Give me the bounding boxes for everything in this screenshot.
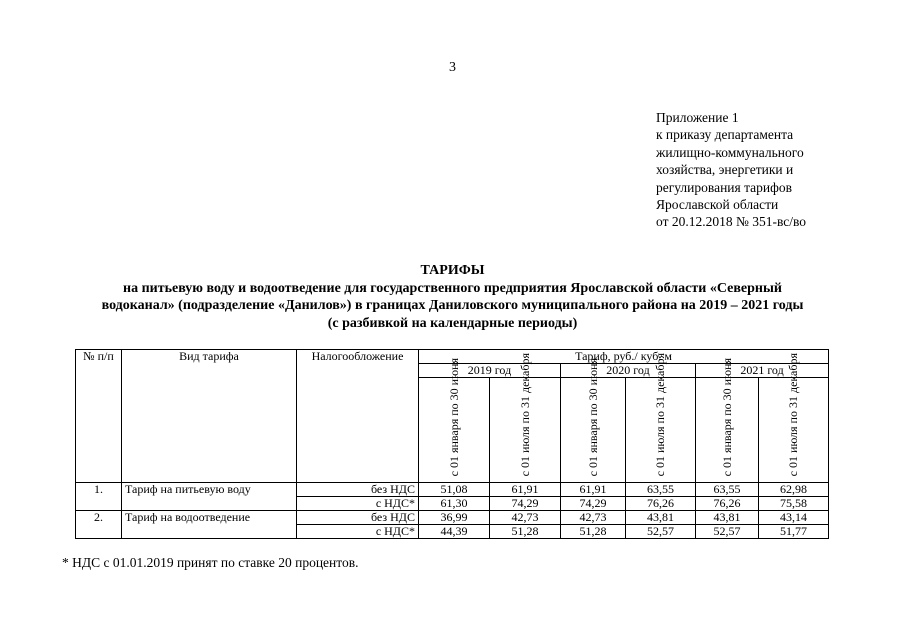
header-type: Вид тарифа xyxy=(122,350,297,483)
row-name: Тариф на питьевую воду xyxy=(122,483,297,511)
header-tax: Налогообложение xyxy=(297,350,419,483)
tariff-value: 51,28 xyxy=(561,525,626,539)
appendix-line: от 20.12.2018 № 351-вс/во xyxy=(656,214,807,230)
tariff-value: 63,55 xyxy=(696,483,759,497)
document-title xyxy=(0,262,905,332)
tariff-value: 52,57 xyxy=(696,525,759,539)
tariff-value: 61,30 xyxy=(419,497,490,511)
header-tariff: Тариф, руб./ куб. м xyxy=(419,350,829,364)
row-tax: с НДС* xyxy=(297,525,419,539)
tariffs-table xyxy=(75,349,829,539)
tariff-value: 43,81 xyxy=(626,511,696,525)
table-row xyxy=(76,483,829,497)
tariff-value: 51,77 xyxy=(759,525,829,539)
tariff-value: 43,14 xyxy=(759,511,829,525)
tariff-value: 61,91 xyxy=(490,483,561,497)
header-num: № п/п xyxy=(76,350,122,483)
tariff-value: 63,55 xyxy=(626,483,696,497)
header-period-label: с 01 июля по 31 декабря xyxy=(517,352,532,476)
footnote: * НДС с 01.01.2019 принят по ставке 20 процентов. xyxy=(62,555,359,570)
header-period-label: с 01 января по 30 июня xyxy=(585,357,600,476)
header-year: 2021 год xyxy=(696,364,829,378)
appendix-line: к приказу департамента xyxy=(656,127,794,143)
title-line: водоканал» (подразделение «Данилов») в границах Даниловского муниципального района на 2019 – 2021 годы xyxy=(101,298,804,314)
header-period xyxy=(490,352,561,483)
appendix-line: хозяйства, энергетики и xyxy=(656,162,794,178)
header-year: 2020 год xyxy=(561,364,696,378)
tariff-value: 76,26 xyxy=(696,497,759,511)
table-row xyxy=(76,511,829,525)
header-period xyxy=(561,357,626,483)
tariff-value: 43,81 xyxy=(696,511,759,525)
tariff-value: 44,39 xyxy=(419,525,490,539)
header-period-label: с 01 июля по 31 декабря xyxy=(786,352,800,476)
row-tax: без НДС xyxy=(297,511,419,525)
tariff-value: 74,29 xyxy=(561,497,626,511)
header-period-label: с 01 июля по 31 декабря xyxy=(653,352,667,476)
tariff-value: 42,73 xyxy=(561,511,626,525)
header-year: 2019 год xyxy=(419,364,561,378)
title-heading: ТАРИФЫ xyxy=(420,263,485,278)
row-name: Тариф на водоотведение xyxy=(122,511,297,539)
tariff-value: 51,28 xyxy=(490,525,561,539)
header-period-label: с 01 января по 30 июня xyxy=(719,357,734,476)
row-tax: без НДС xyxy=(297,483,419,497)
tariff-value: 74,29 xyxy=(490,497,561,511)
header-period-label: с 01 января по 30 июня xyxy=(446,357,461,476)
tariff-value: 42,73 xyxy=(490,511,561,525)
page-number: 3 xyxy=(449,60,456,75)
row-num: 1. xyxy=(76,483,122,511)
title-line: на питьевую воду и водоотведение для государственного предприятия Ярославской области «Северный xyxy=(123,280,782,296)
title-line: (с разбивкой на календарные периоды) xyxy=(327,315,578,331)
tariff-value: 36,99 xyxy=(419,511,490,525)
row-tax: с НДС* xyxy=(297,497,419,511)
tariff-value: 76,26 xyxy=(626,497,696,511)
header-period xyxy=(696,357,759,483)
tariff-value: 51,08 xyxy=(419,483,490,497)
tariff-value: 61,91 xyxy=(561,483,626,497)
appendix-line: Ярославской области xyxy=(656,197,779,213)
appendix-line: регулирования тарифов xyxy=(656,179,793,195)
tariff-value: 75,58 xyxy=(759,497,829,511)
tariff-value: 52,57 xyxy=(626,525,696,539)
appendix-line: жилищно-коммунального xyxy=(656,144,804,160)
appendix-line: Приложение 1 xyxy=(656,110,739,125)
appendix-block xyxy=(656,109,806,231)
row-num: 2. xyxy=(76,511,122,539)
tariff-value: 62,98 xyxy=(759,483,829,497)
